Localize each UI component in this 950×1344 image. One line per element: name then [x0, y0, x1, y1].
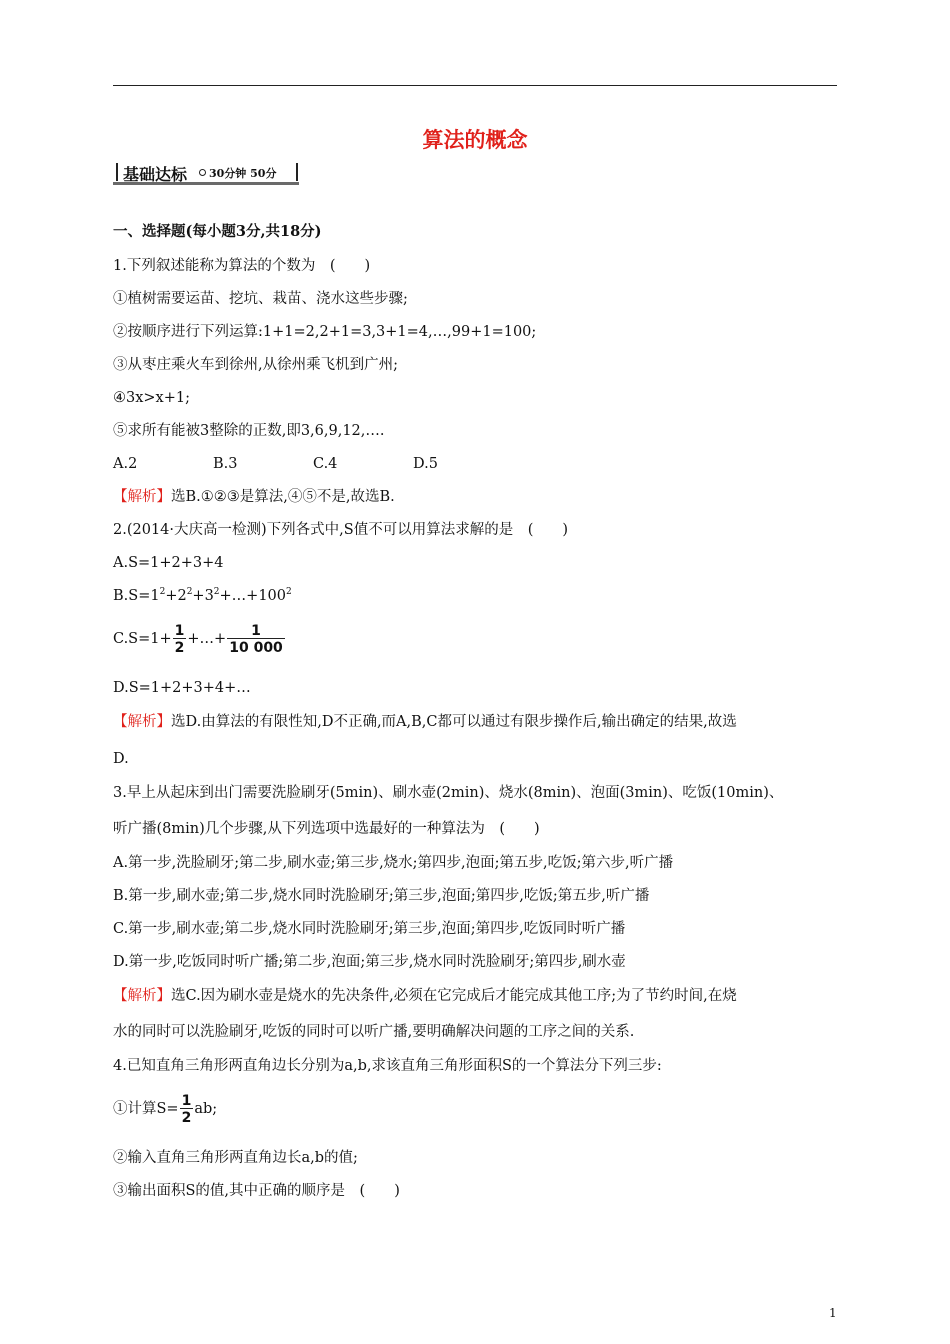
q1-analysis-text: 选B.①②③是算法,④⑤不是,故选B. [171, 489, 395, 505]
q3-stem-1: 3.早上从起床到出门需要洗脸刷牙(5min)、刷水壶(2min)、烧水(8min)、泡面(3min)、吃饭(10min)、 [113, 785, 784, 801]
q4-step-2: ②输入直角三角形两直角边长a,b的值; [113, 1150, 358, 1166]
q1-analysis-tag: 【解析】 [113, 489, 171, 505]
q1-option-a: A.2 [113, 456, 138, 472]
q2-c-frac2-num: 1 [251, 622, 261, 639]
badge-dot-icon [199, 169, 206, 176]
q2-stem: 2.(2014·大庆高一检测)下列各式中,S值不可以用算法求解的是 ( ) [113, 522, 569, 538]
q2-c-mid: +…+ [187, 631, 227, 647]
q4-step-3: ③输出面积S的值,其中正确的顺序是 ( ) [113, 1183, 400, 1199]
q1-item-3: ③从枣庄乘火车到徐州,从徐州乘飞机到广州; [113, 357, 398, 373]
q4-step-1 [113, 1090, 217, 1128]
q3-analysis-tag: 【解析】 [113, 988, 171, 1004]
q3-option-d: D.第一步,吃饭同时听广播;第二步,泡面;第三步,烧水同时洗脸刷牙;第四步,刷水壶 [113, 954, 626, 970]
q2-analysis [113, 712, 737, 732]
q1-option-c: C.4 [313, 456, 338, 472]
q2-option-a: A.S=1+2+3+4 [113, 555, 224, 571]
q2-c-frac2-den: 10 000 [229, 639, 283, 656]
page-title: 算法的概念 [422, 128, 528, 152]
q2-c-frac1-den: 2 [174, 639, 185, 656]
q3-analysis [113, 986, 737, 1006]
q1-item-5: ⑤求所有能被3整除的正数,即3,6,9,12,…. [113, 423, 385, 439]
q3-option-b: B.第一步,刷水壶;第二步,烧水同时洗脸刷牙;第三步,泡面;第四步,吃饭;第五步,听广播 [113, 888, 650, 904]
q2-b-tail: +…+100 [219, 588, 287, 604]
q2-b-plus3: +3 [192, 588, 214, 604]
q3-option-c: C.第一步,刷水壶;第二步,烧水同时洗脸刷牙;第三步,泡面;第四步,吃饭同时听广播 [113, 921, 626, 937]
q4-step1-pre: ①计算S= [113, 1101, 179, 1117]
badge-label: 基础达标 [123, 165, 188, 184]
q3-analysis-cont: 水的同时可以洗脸刷牙,吃饭的同时可以听广播,要明确解决问题的工序之间的关系. [113, 1024, 635, 1040]
q2-b-exp-2: 2 [186, 587, 193, 597]
q2-b-exp-1: 2 [159, 587, 166, 597]
header-rule [113, 85, 837, 86]
q1-analysis [113, 487, 395, 507]
q2-c-fraction-2 [227, 624, 285, 655]
q1-item-2: ②按顺序进行下列运算:1+1=2,2+1=3,3+1=4,…,99+1=100; [113, 324, 537, 340]
q2-option-c [113, 620, 286, 658]
badge-right-bar [296, 163, 298, 181]
q2-b-pre: B.S=1 [113, 588, 160, 604]
q2-b-plus2: +2 [165, 588, 187, 604]
q2-option-b [113, 586, 292, 606]
q4-frac-num: 1 [181, 1092, 192, 1109]
level-badge [113, 162, 299, 185]
q1-item-1: ①植树需要运苗、挖坑、栽苗、浇水这些步骤; [113, 291, 408, 307]
page-number: 1 [829, 1306, 837, 1320]
q3-stem-2: 听广播(8min)几个步骤,从下列选项中选最好的一种算法为 ( ) [113, 821, 540, 837]
q2-c-fraction-1 [173, 624, 187, 655]
q1-stem: 1.下列叙述能称为算法的个数为 ( ) [113, 258, 371, 274]
q1-option-b: B.3 [213, 456, 238, 472]
q1-item-4: ④3x>x+1; [113, 390, 190, 406]
q4-fraction [180, 1094, 194, 1125]
badge-meta: 30分钟 50分 [209, 167, 277, 180]
q2-analysis-text-1: 选D.由算法的有限性知,D不正确,而A,B,C都可以通过有限步操作后,输出确定的结果,故选 [171, 714, 737, 730]
section-heading: 一、选择题(每小题3分,共18分) [113, 223, 322, 240]
q2-analysis-cont: D. [113, 751, 129, 767]
q2-c-frac1-num: 1 [174, 622, 185, 639]
badge-left-bar [116, 163, 118, 181]
q2-b-exp-4: 2 [286, 587, 292, 597]
q4-stem: 4.已知直角三角形两直角边长分别为a,b,求该直角三角形面积S的一个算法分下列三步: [113, 1058, 662, 1074]
q2-analysis-tag: 【解析】 [113, 714, 171, 730]
q1-option-d: D.5 [413, 456, 438, 472]
q2-c-pre: C.S=1+ [113, 631, 172, 647]
q3-option-a: A.第一步,洗脸刷牙;第二步,刷水壶;第三步,烧水;第四步,泡面;第五步,吃饭;第六步,听广播 [113, 855, 674, 871]
q1-options [113, 454, 438, 474]
q4-frac-den: 2 [181, 1109, 192, 1126]
q4-step1-post: ab; [194, 1101, 218, 1117]
q3-analysis-text-1: 选C.因为刷水壶是烧水的先决条件,必须在它完成后才能完成其他工序;为了节约时间,在烧 [171, 988, 737, 1004]
q2-option-d: D.S=1+2+3+4+… [113, 680, 251, 696]
q2-b-exp-3: 2 [213, 587, 220, 597]
